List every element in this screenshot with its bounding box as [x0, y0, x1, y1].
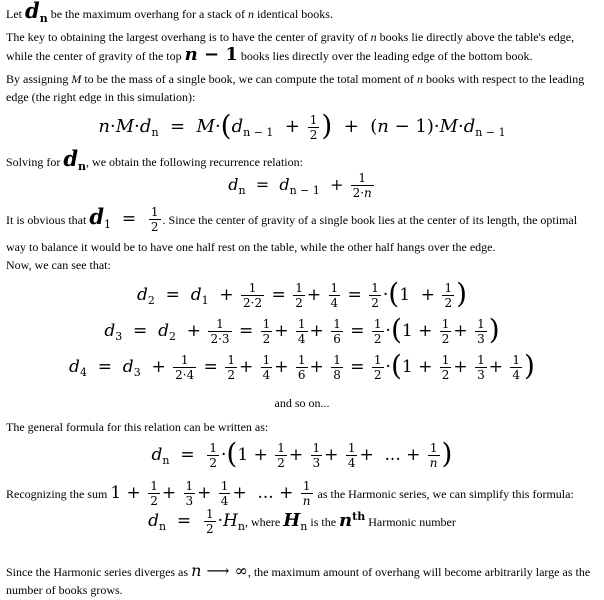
- para-moment: By assigning M to be the mass of a single book, we can compute the total moment of n books with respect to the leading edge (the right edge in this simulation):: [6, 72, 585, 104]
- math-n-to-infinity: n: [191, 561, 202, 580]
- equation-general: $d_n$ = $\frac{1}{2}$ ·(1 + $\frac{1}{2}$ + $\frac{1}{3}$ + $\frac{1}{4}$ + ... + $\frac{1}{n}$ ): [151, 437, 453, 470]
- math-dn: $d_n$: [63, 146, 87, 173]
- para-solving: Solving for $d_n$, we obtain the following recurrence relation:: [6, 146, 303, 173]
- equation-d4: $d_4 = d_3$ + $\frac{1}{2\cdot 4}$ = $\frac{1}{2}$ + $\frac{1}{4}$ + $\frac{1}{6}$ + $\frac{1}{8}$ = $\frac{1}{2}$ ·(1 + $\frac{1}{2}$ + $\frac{1}{3}$ + $\frac{1}{4}$ ): [69, 349, 535, 382]
- equation-recurrence: $d_n = d_{n - 1}$ + $\frac{1}{2\cdot n}$: [228, 171, 372, 200]
- and-so-on: and so on...: [274, 396, 330, 410]
- math-harmonic-sum: 1 + $\frac{1}{2}$ + $\frac{1}{3}$ + $\frac{1}{4}$ + ... + $\frac{1}{n}$: [110, 479, 311, 508]
- equation-d2: $d_2 = d_1$ + $\frac{1}{2\cdot 2}$ = $\frac{1}{2}$ + $\frac{1}{4}$ = $\frac{1}{2}$ ·(1 + $\frac{1}{2}$ ): [136, 277, 468, 310]
- para-recognizing: Recognizing the sum 1 + $\frac{1}{2}$ + $\frac{1}{3}$ + $\frac{1}{4}$ + ... + $\frac{1}{n}$ as the Harmonic series, we can simplify this formula:: [6, 479, 574, 508]
- equation-moment: $n\cdot M\cdot d_n = M\cdot(d_{n - 1}$ + $\frac{1}{2}$ ) + $(n - 1)\cdot M\cdot d_{n - 1}$: [98, 109, 506, 142]
- math-d1: $d_1$ = $\frac{1}{2}$: [89, 204, 159, 234]
- para-obvious: It is obvious that $d_1$ = $\frac{1}{2}$ . Since the center of gravity of a single book lies at the center of its length, the optimal way to balance it would be to have one half rest on the table, while the other half hangs over the edge.: [6, 204, 578, 254]
- para-key: The key to obtaining the largest overhang is to have the center of gravity of n books lie directly above the table's edge, while the center of gravity of the top n − 1 books lies directly over the leading edge of the bottom book.: [6, 30, 575, 65]
- equation-harmonic: $d_n$ = $\frac{1}{2}$ $\cdot H_n$, where $H_n$ is the $n^{th}$ Harmonic number: [148, 507, 456, 536]
- math-dn: $d_n$: [25, 0, 48, 25]
- para-diverges: Since the Harmonic series diverges as n ⟶ ∞, the maximum amount of overhang will become arbitrarily large as the number of books grows.: [6, 561, 591, 597]
- para-general: The general formula for this relation can be written as:: [6, 420, 269, 434]
- para-now: Now, we can see that:: [6, 258, 111, 272]
- equation-d3: $d_3 = d_2$ + $\frac{1}{2\cdot 3}$ = $\frac{1}{2}$ + $\frac{1}{4}$ + $\frac{1}{6}$ = $\frac{1}{2}$ ·(1 + $\frac{1}{2}$ + $\frac{1}{3}$ ): [104, 313, 500, 346]
- para-intro: Let $d_n$ be the maximum overhang for a stack of n identical books.: [6, 0, 333, 25]
